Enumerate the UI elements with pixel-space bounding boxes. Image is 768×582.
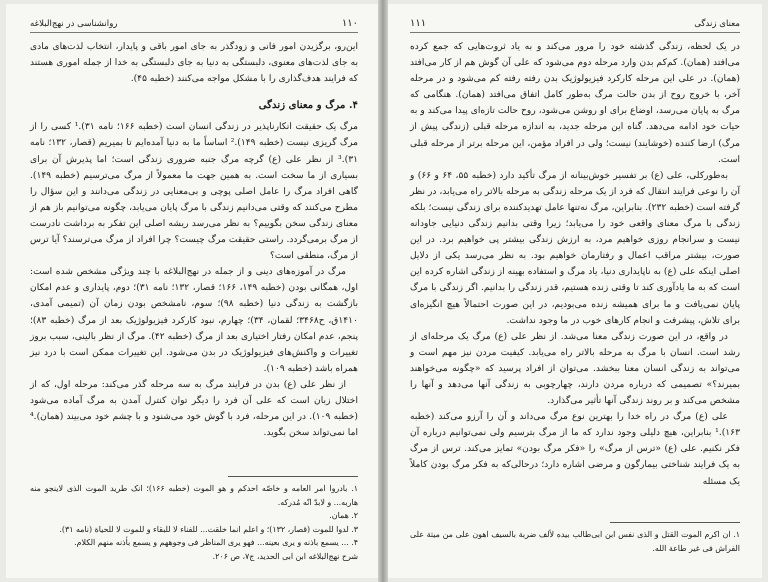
footnote: شرح نهج‌البلاغه ابن ابی الحدید، ج۷، ص ۲۰۶. [212,551,358,561]
footnote: ۲. همان. [329,511,358,521]
running-head: روانشناسی در نهج‌البلاغه [30,19,118,29]
left-body [30,39,358,441]
running-head: معنای زندگی [694,19,740,29]
footnote-divider [228,476,358,477]
left-page [6,4,378,578]
footnote: ۱. ان اکرم الموت القتل و الذی نفس ابن ابی‌طالب بیده لألف ضربة بالسیف اهون علی من میتة علی الفراش فی غیر طاعة الله. [410,530,740,553]
right-page [388,4,762,578]
page-number: ۱۱۰ [341,18,358,29]
footnote: ۳. لدوا للموت (قصار، ۱۳۲)؛ و اعلم انما خلقت... للفناء لا للبقاء و للموت لا للحیاة (نامه ۳۱). [59,524,358,534]
footnote: ۴. ... یسمع باذنه و یری بعینه... فهو یری المناظر فی وجوههم و یسمع بأذنه منهم الکلام. [74,538,358,548]
left-footnotes [30,482,358,564]
left-page-header [30,18,358,33]
paragraph: مرگ یک حقیقت انکارناپذیر در زندگی انسان است (خطبه ۱۶۶؛ نامه ۳۱).¹ کسی را از مرگ گریزی نیست (خطبه ۱۴۹).² اساساً ما به دنیا آمده‌ایم تا بمیریم (قصار، ۱۳۲؛ نامه ۳۱).³ از نظر علی (ع) گرچه مرگ جنبه ضروری زندگی است؛ اما پذیرش آن برای بسیاری از ما سخت است. به همین جهت ما معمولاً از مرگ می‌ترسیم (خطبه ۱۴۹). گاهی افراد مرگ را عامل اصلی پوچی و بی‌معنایی در زندگی می‌دانند و این سؤال را مطرح می‌کنند که وقتی می‌دانیم زندگی با مرگ پایان می‌یابد، چگونه می‌توانیم باز هم از معنای زندگی سخن بگوییم؟ به نظر می‌رسد ریشه اصلی این تفکر به برداشت نادرست از مرگ برمی‌گردد. راستی حقیقت مرگ چیست؟ چرا افراد از مرگ می‌ترسند؟ آیا ترس از مرگ، منطقی است؟ [30,122,358,262]
paragraph-intro: این‌رو، برگزیدن امور فانی و زودگذر به جای امور باقی و پایدار، انتخاب لذت‌های مادی به جای لذت‌های معنوی، دلبستگی به دنیا به جای دلبستگی به خدا از جمله اموری هستند که فرایند هدف‌گذاری را با مشکل مواجه می‌کنند (خطبه ۴۵). [30,42,358,85]
right-footnotes [410,528,740,555]
right-page-header [410,18,740,33]
paragraph: از نظر علی (ع) بدن در فرایند مرگ به سه مرحله گذر می‌کند: مرحله اول، که از اختلال زبان است که علی آن فرد را دیگر توان کنترل آمدن به مرگ آماده می‌شود (خطبه ۱۰۹). در این مرحله، فرد با گوش خود می‌شنود و با چشم خود می‌بیند (همان).⁴ اما نمی‌تواند سخن بگوید. [30,379,358,439]
section-heading: ۴. مرگ و معنای زندگی [258,99,358,112]
paragraph: به‌طورکلی، علی (ع) بر تفسیر خوش‌بینانه از مرگ تأکید دارد (خطبه ۵۵، ۶۴ و ۶۶) و آن را نوعی فرایند انتقال که فرد از یک مرحله زندگی به مرحله بالاتر راه می‌یابد، در نظر گرفته است (خطبه ۲۳۲). بنابراین، مرگ نه‌تنها عامل تهدیدکننده برای زندگی نیست؛ بلکه زندگی با مرگ معنای واقعی خود را می‌یابد؛ زیرا وقتی بدانیم زندگی دنیایی جاودانه نیست و سرانجام روزی خواهیم مرد، به ارزش زندگی بیشتر پی خواهیم برد. در این صورت، بیشتر مراقب اعمال و رفتارمان خواهیم بود. به نظر می‌رسد یکی از دلایل اصلی اینکه علی (ع) به ناپایداری دنیا، یاد مرگ و استفاده بهینه از زندگی اشاره کرده این است که به ما یادآوری کند تا وقتی زنده هستیم، قدر زندگی را بدانیم. اگر زندگی با مرگ پایان نمی‌یافت و ما برای همیشه زنده می‌بودیم، در این صورت احتمالاً هیچ انگیزه‌ای برای تلاش، پیشرفت و انجام کارهای خوب در ما وجود نداشت. [410,170,741,326]
page-number: ۱۱۱ [410,18,427,29]
footnote: ۱. بادروا امر العامه و خاصّه احدکم و هو الموت (خطبه ۱۶۶)؛ انک طرید الموت الذی لاینجو منه هاربه... و لابدّ انّه مُدرکه. [30,484,358,507]
paragraph: مرگ در آموزه‌های دینی و از جمله در نهج‌البلاغه با چند ویژگی مشخص شده است: اول، همگانی بودن (خطبه ۱۴۹، ۱۶۶؛ قصار، ۱۳۲؛ نامه ۳۱)؛ دوم، پایداری و عدم امکان بازگشت به زندگی دنیا (خطبه ۹۸)؛ سوم، نامشخص بودن زمان آن (تمیمی آمدی، ۱۴۱۰ق، ح۳۴۶۸؛ لقمان، ۳۴)؛ چهارم، نبود کارکرد فیزیولوژیک بعد از مرگ (خطبه ۸۳)؛ پنجم، عدم امکان رفتار اختیاری بعد از مرگ (خطبه ۴۲). مرگ از نظر بالینی، سبب بروز تغییرات و واکنش‌های فیزیولوژیک در بدن می‌شود. این تغییرات ممکن است با درد نیز همراه باشد (خطبه ۱۰۹). [30,267,358,374]
paragraph: در واقع، در این صورت زندگی معنا می‌شد. از نظر علی (ع) مرگ یک مرحله‌ای از رشد است. انسان با مرگ به مرحله بالاتر راه می‌یابد. کیفیت مردن نیز مهم است و می‌تواند به زندگی انسان معنا ببخشد. می‌توان از افراد پرسید که «چگونه می‌خواهند بمیرند؟» تصمیمی که درباره مردن دارند، چهارچوبی به زندگی آنها می‌دهد و آنها را مشخص می‌کند و بر روند زندگی آنها تأثیر می‌گذارد. [410,331,740,407]
footnote-divider [610,522,740,523]
paragraph: در یک لحظه، زندگی گذشته خود را مرور می‌کند و به یاد ثروت‌هایی که جمع کرده می‌افتد (همان). کم‌کم بدن وارد مرحله دوم می‌شود که علی آن گوش هم از کار می‌افتد (همان). در علی این مرحله کارکرد فیزیولوژیک بدن رفته رفته کم می‌شود و در مرحله آخر، با خروج روح از بدن حالت مرگ به‌طور کامل اتفاق می‌افتد (همان). هنگامی که مرگ به پایان می‌رسد، اوضاع برای او روشن می‌شود، روح حالت تازه‌ای پیدا می‌کند و به حیات خود ادامه می‌دهد. گناه این مرحله جدید، به اندازه مرحله قبلی (زندگی پیش از مرگ) ارضا کننده (خوشایند) نیست؛ ولی در افراد مؤمن، این مرحله برتر از مرحله قبلی است. [410,42,740,165]
right-body [410,39,740,490]
paragraph: علی (ع) مرگ در راه خدا را بهترین نوع مرگ می‌داند و آن را آرزو می‌کند (خطبه ۱۶۳).¹ بنابراین، هیچ دلیلی وجود ندارد که ما از مرگ بترسیم ولی نمی‌توانیم درباره آن فکر نکنیم. علی (ع) «ترس از مرگ» را «فکر مرگ بودن» تمایز می‌کند. ترس از مرگ به یک فرایند شناختی بیمارگون و مرضی اشاره دارد؛ درحالی‌که به فکر مرگ بودن کاملاً یک مسئله [410,412,740,487]
book-gutter [378,0,388,582]
